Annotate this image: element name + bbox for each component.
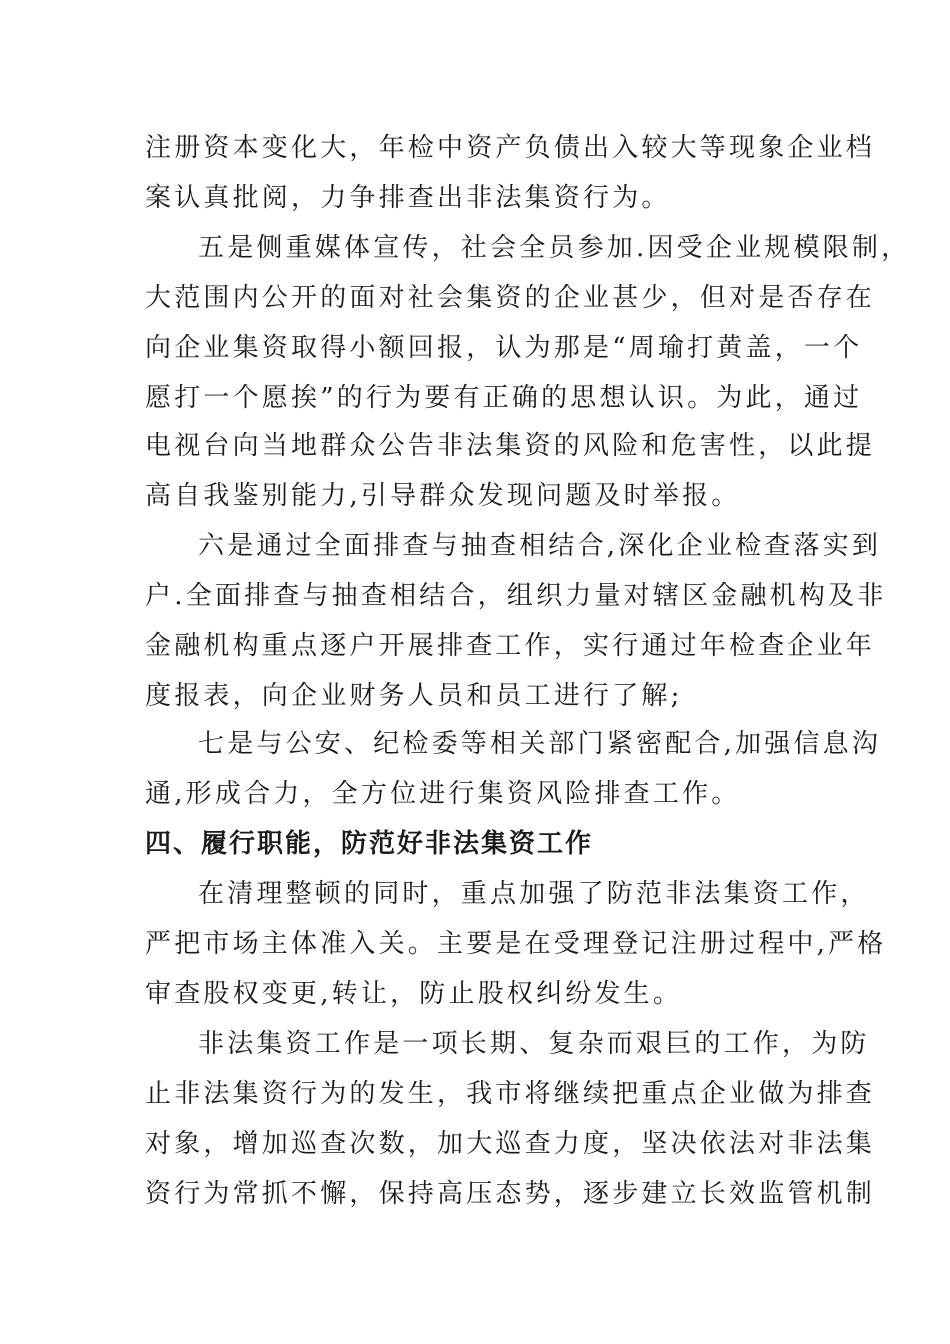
paragraph-start: 六是通过全面排查与抽查相结合,深化企业检查落实到	[198, 531, 882, 561]
text-line: 度报表，向企业财务人员和员工进行了解;	[145, 681, 683, 711]
text-line: 止非法集资行为的发生，我市将继续把重点企业做为排查	[145, 1079, 876, 1109]
text-line: 注册资本变化大，年检中资产负债出入较大等现象企业档	[145, 133, 876, 163]
text-line: 愿打一个愿挨”的行为要有正确的思想认识。为此，通过	[145, 383, 863, 413]
text-line: 对象，增加巡查次数，加大巡查力度，坚决依法对非法集	[145, 1129, 876, 1159]
text-line: 向企业集资取得小额回报，认为那是“周瑜打黄盖，一个	[145, 333, 863, 363]
text-line: 案认真批阅，力争排查出非法集资行为。	[145, 183, 671, 213]
paragraph-start: 五是侧重媒体宣传，社会全员参加.因受企业规模限制，	[198, 233, 911, 263]
section-heading: 四、履行职能，防范好非法集资工作	[145, 829, 594, 859]
text-line: 户.全面排查与抽查相结合，组织力量对辖区金融机构及非	[145, 581, 887, 611]
text-line: 严把市场主体准入关。主要是在受理登记注册过程中,严格	[145, 929, 887, 959]
text-line: 高自我鉴别能力,引导群众发现问题及时举报。	[145, 481, 741, 511]
text-line: 通,形成合力，全方位进行集资风险排查工作。	[145, 779, 741, 809]
paragraph-start: 在清理整顿的同时，重点加强了防范非法集资工作，	[198, 879, 870, 909]
text-line: 金融机构重点逐户开展排查工作，实行通过年检查企业年	[145, 631, 876, 661]
text-line: 审查股权变更,转让，防止股权纠纷发生。	[145, 979, 683, 1009]
text-line: 大范围内公开的面对社会集资的企业甚少，但对是否存在	[145, 283, 876, 313]
paragraph-start: 七是与公安、纪检委等相关部门紧密配合,加强信息沟	[198, 729, 882, 759]
paragraph-start: 非法集资工作是一项长期、复杂而艰巨的工作，为防	[198, 1029, 870, 1059]
text-line: 资行为常抓不懈，保持高压态势，逐步建立长效监管机制	[145, 1179, 876, 1209]
text-line: 电视台向当地群众公告非法集资的风险和危害性，以此提	[145, 431, 876, 461]
